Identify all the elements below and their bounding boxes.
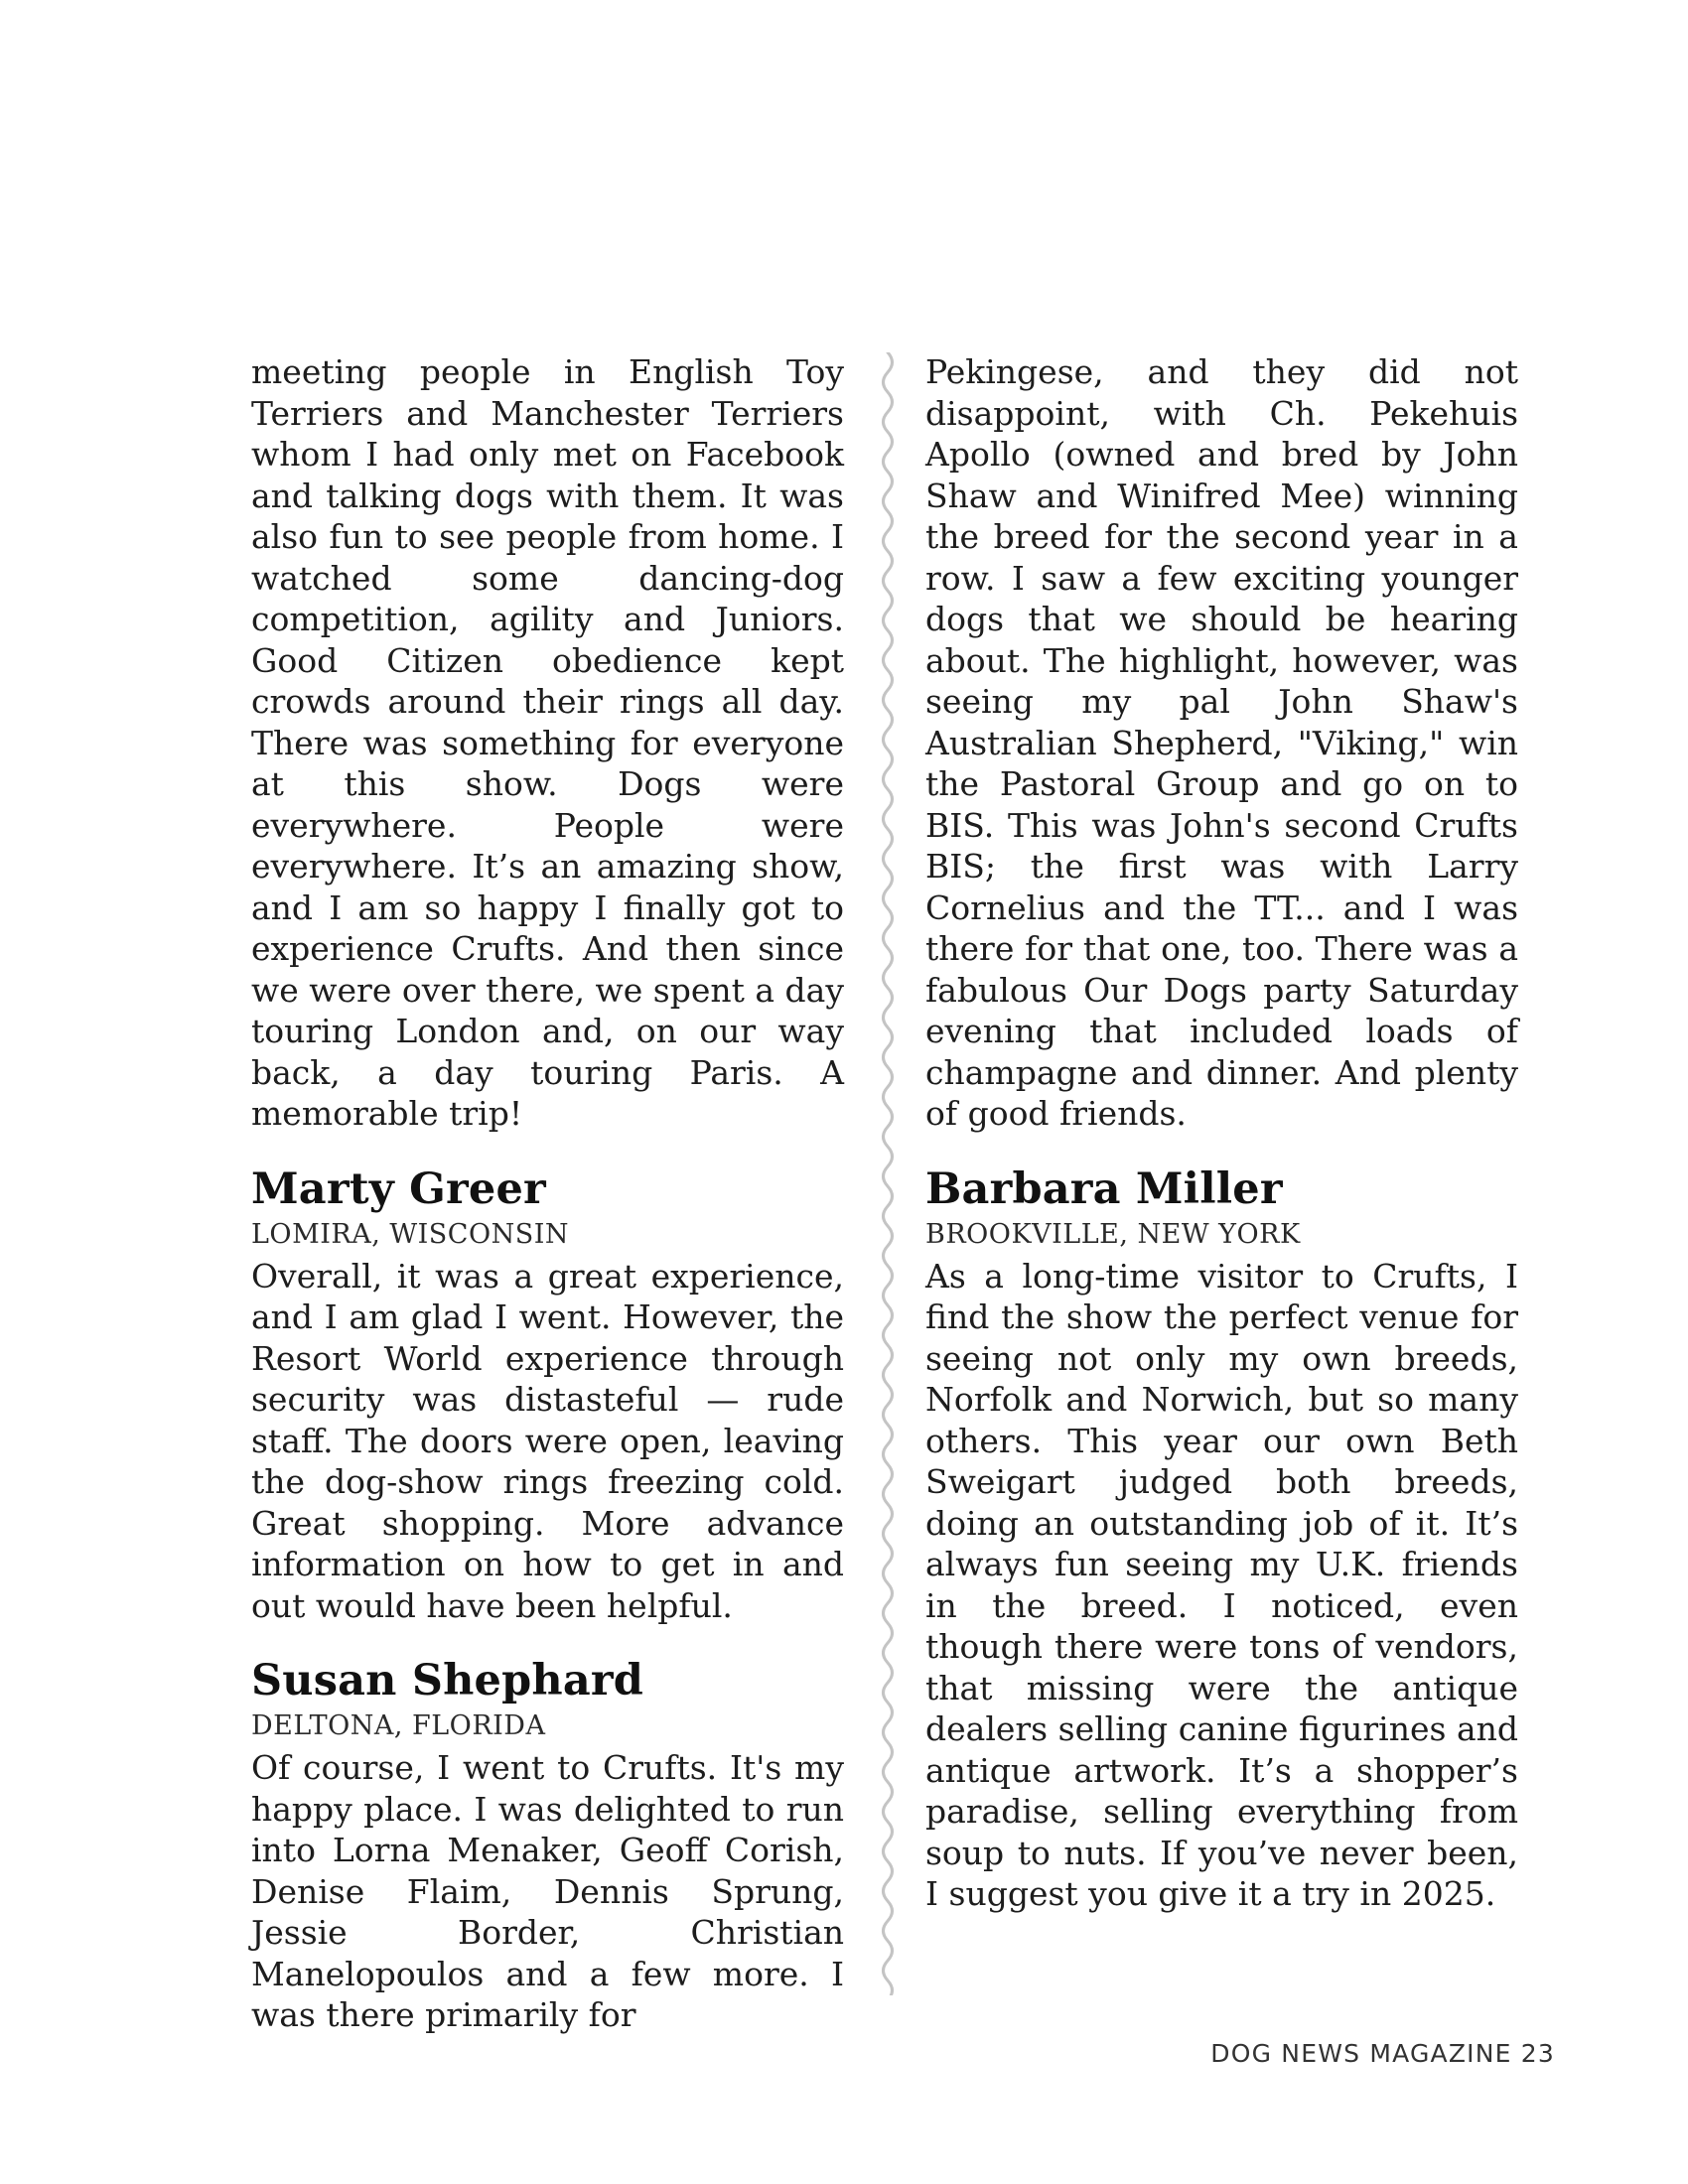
respondent-name-marty-greer: Marty Greer	[251, 1163, 546, 1214]
respondent-name-susan-shephard: Susan Shephard	[251, 1656, 644, 1706]
article-continuation-paragraph-right: Pekingese, and they did not disappoint, with Ch. Pekehuis Apollo (owned and bred by John Shaw and Winifred Mee) winning the breed for the second year in a row. I saw a few exciting younger dogs that we should be hearing about. The highlight, however, was seeing my pal John Shaw's Australian Shepherd, "Viking," win the Pastoral Group and go on to BIS. This was John's second Crufts BIS; the first was with Larry Cornelius and the TT... and I was there for that one, too. There was a fabulous Our Dogs party Saturday evening that included loads of champagne and dinner. And plenty of good friends.	[925, 352, 1518, 1133]
respondent-text-marty-greer: Overall, it was a great experience, and I am glad I went. However, the Resort World experience through security was distasteful — rude staff. The doors were open, leaving the dog-show rings freezing cold. Great shopping. More advance information on how to get in and out would have been helpful.	[251, 1256, 844, 1625]
respondent-text-barbara-miller: As a long-time visitor to Crufts, I find the show the perfect venue for seeing not only my own breeds, Norfolk and Norwich, but so many others. This year our own Beth Sweigart judged both breeds, doing an outstanding job of it. It’s always fun seeing my U.K. friends in the breed. I noticed, even though there were tons of vendors, that missing were the antique dealers selling canine figurines and antique artwork. It’s a shopper’s paradise, selling everything from soup to nuts. If you’ve never been, I suggest you give it a try in 2025.	[925, 1256, 1518, 1913]
left-column	[251, 351, 844, 2036]
respondent-text-susan-shephard: Of course, I went to Crufts. It's my happy place. I was delighted to run into Lorna Menaker, Geoff Corish, Denise Flaim, Dennis Sprung, Jessie Border, Christian Manelopoulos and a few more. I was there primarily for	[251, 1748, 844, 2034]
respondent-location-barbara-miller: BROOKVILLE, NEW YORK	[925, 1218, 1301, 1250]
respondent-location-marty-greer: LOMIRA, WISCONSIN	[251, 1218, 569, 1250]
respondent-location-susan-shephard: DELTONA, FLORIDA	[251, 1710, 546, 1741]
respondent-name-barbara-miller: Barbara Miller	[925, 1163, 1283, 1214]
right-column	[925, 351, 1518, 1915]
wavy-column-divider	[866, 352, 910, 1995]
page-footer: DOG NEWS MAGAZINE 23	[1210, 2039, 1555, 2068]
article-continuation-paragraph: meeting people in English Toy Terriers and Manchester Terriers whom I had only met on Facebook and talking dogs with them. It was also fun to see people from home. I watched some dancing-dog competition, agility and Juniors. Good Citizen obedience kept crowds around their rings all day. There was something for everyone at this show. Dogs were everywhere. People were everywhere. It’s an amazing show, and I am so happy I finally got to experience Crufts. And then since we were over there, we spent a day touring London and, on our way back, a day touring Paris. A memorable trip!	[251, 352, 844, 1133]
